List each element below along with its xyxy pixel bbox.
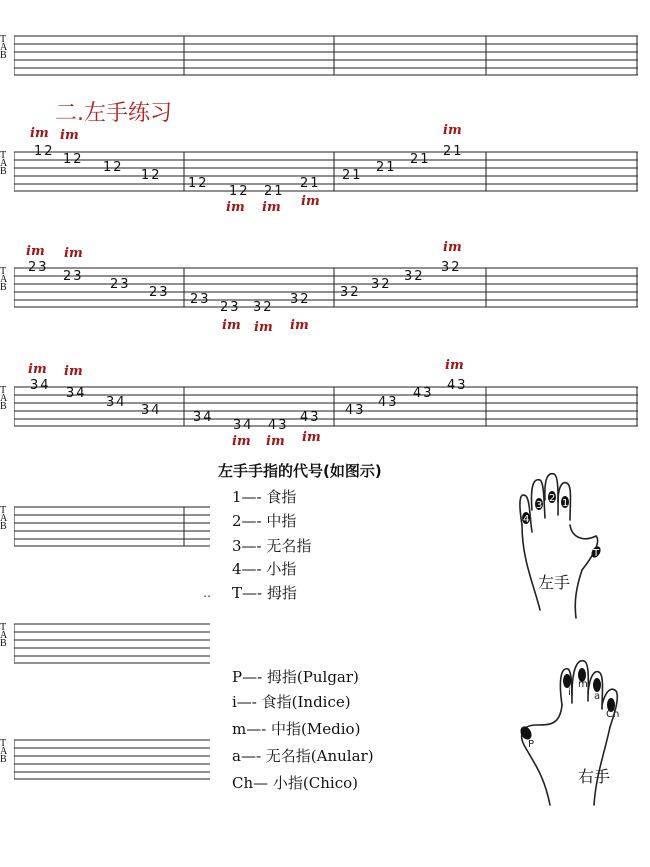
finger-mark: T	[593, 548, 600, 559]
tab-note: 12	[188, 176, 209, 191]
tab-note: 34	[106, 395, 127, 410]
tab-letter-a: A	[0, 630, 8, 641]
tab-letter-t: T	[0, 266, 7, 277]
tab-note: 21	[300, 176, 321, 191]
fingering-label: im	[28, 362, 47, 377]
tab-letter-t: T	[0, 738, 7, 749]
fingering-label: im	[60, 128, 79, 143]
tab-clef	[0, 740, 14, 764]
tab-letter-b: B	[0, 50, 7, 61]
tab-note: 12	[103, 160, 124, 175]
tab-note: 34	[141, 403, 162, 418]
tab-note: 12	[229, 184, 250, 199]
fingering-label: im	[443, 240, 462, 255]
staff-lines	[14, 622, 210, 664]
left-hand-illustration	[510, 470, 610, 622]
staff-lines	[14, 266, 638, 308]
tab-note: 34	[193, 410, 214, 425]
tab-note: 23	[63, 269, 84, 284]
tab-note: 23	[110, 277, 131, 292]
tab-letter-b: B	[0, 282, 7, 293]
tab-note: 12	[141, 168, 162, 183]
legend-row: 4—- 小指	[232, 560, 297, 578]
tab-note: 21	[443, 144, 464, 159]
fingering-label: im	[222, 318, 241, 333]
tab-staff-top	[0, 34, 638, 76]
tab-letter-a: A	[0, 393, 8, 404]
tab-letter-t: T	[0, 385, 7, 396]
right-hand-illustration	[510, 655, 630, 815]
tab-note: 21	[342, 168, 363, 183]
tab-note: 32	[340, 285, 361, 300]
tab-note: 43	[447, 378, 468, 393]
tab-note: 32	[371, 277, 392, 292]
tab-letter-b: B	[0, 638, 7, 649]
tab-note: 34	[30, 378, 51, 393]
left-hand-label: 左手	[538, 573, 571, 592]
tab-staff-exercise-2	[0, 266, 638, 308]
fingering-label: im	[302, 430, 321, 445]
tab-note: 43	[413, 386, 434, 401]
tab-letter-b: B	[0, 401, 7, 412]
tab-note: 34	[233, 418, 254, 433]
fingering-label: im	[64, 246, 83, 261]
fingering-label: im	[445, 358, 464, 373]
left-hand-legend-title: 左手手指的代号(如图示)	[218, 462, 382, 480]
fingering-label: im	[443, 123, 462, 138]
tab-clef	[0, 624, 14, 648]
finger-mark: 2	[549, 493, 556, 504]
finger-mark: 1	[562, 498, 569, 509]
legend-row: m—- 中指(Medio)	[232, 720, 361, 738]
tab-note: 23	[28, 260, 49, 275]
legend-row: i—- 食指(Indice)	[232, 693, 351, 711]
tab-clef	[0, 387, 14, 411]
stray-dots: ‥	[203, 586, 212, 600]
finger-mark: 4	[523, 514, 530, 525]
finger-mark: 3	[536, 500, 543, 511]
tab-clef	[0, 507, 14, 531]
tab-note: 32	[441, 260, 462, 275]
tab-note: 32	[290, 292, 311, 307]
tab-note: 32	[253, 300, 274, 315]
tab-note: 32	[404, 269, 425, 284]
fingering-label: im	[254, 320, 273, 335]
tab-note: 43	[378, 395, 399, 410]
tab-letter-a: A	[0, 158, 8, 169]
tab-letter-b: B	[0, 166, 7, 177]
tab-letter-b: B	[0, 521, 7, 532]
tab-letter-a: A	[0, 513, 8, 524]
tab-letter-t: T	[0, 622, 7, 633]
tab-letter-a: A	[0, 42, 8, 53]
tab-letter-t: T	[0, 505, 7, 516]
staff-lines	[14, 505, 210, 547]
finger-mark: a	[594, 691, 601, 702]
legend-row: 3—- 无名指	[232, 537, 312, 555]
tab-letter-b: B	[0, 754, 7, 765]
section-heading: 二.左手练习	[55, 101, 172, 126]
fingering-label: im	[232, 434, 251, 449]
tab-note: 23	[149, 285, 170, 300]
tab-note: 43	[300, 410, 321, 425]
tab-note: 21	[376, 160, 397, 175]
staff-lines	[14, 738, 210, 780]
tab-note: 12	[34, 144, 55, 159]
tab-letter-a: A	[0, 274, 8, 285]
tab-note: 21	[410, 152, 431, 167]
fingering-label: im	[226, 200, 245, 215]
tab-staff-blank-1	[0, 505, 210, 547]
tab-clef	[0, 36, 14, 60]
finger-mark: Ch	[606, 709, 620, 720]
legend-row: T—- 拇指	[232, 584, 297, 602]
tab-staff-blank-3	[0, 738, 210, 780]
legend-row: 1—- 食指	[232, 488, 297, 506]
fingering-label: im	[64, 364, 83, 379]
tab-note: 21	[264, 184, 285, 199]
fingering-label: im	[301, 194, 320, 209]
finger-mark: m	[578, 679, 588, 690]
tab-letter-a: A	[0, 746, 8, 757]
tab-note: 23	[190, 292, 211, 307]
finger-mark: i	[568, 687, 571, 698]
tab-clef	[0, 152, 14, 176]
tab-note: 34	[66, 386, 87, 401]
tab-letter-t: T	[0, 34, 7, 45]
right-hand-label: 右手	[578, 767, 611, 786]
tab-note: 23	[220, 300, 241, 315]
tab-note: 12	[63, 152, 84, 167]
legend-row: P—- 拇指(Pulgar)	[232, 668, 359, 686]
tab-clef	[0, 268, 14, 292]
tab-note: 43	[345, 403, 366, 418]
fingering-label: im	[290, 318, 309, 333]
fingering-label: im	[262, 200, 281, 215]
tab-letter-t: T	[0, 150, 7, 161]
staff-lines	[14, 34, 638, 76]
fingering-label: im	[266, 434, 285, 449]
tab-note: 43	[268, 418, 289, 433]
legend-row: 2—- 中指	[232, 512, 297, 530]
tab-staff-blank-2	[0, 622, 210, 664]
fingering-label: im	[30, 126, 49, 141]
legend-row: Ch— 小指(Chico)	[232, 774, 358, 792]
legend-row: a—- 无名指(Anular)	[232, 747, 374, 765]
fingering-label: im	[26, 244, 45, 259]
finger-mark: P	[528, 739, 535, 750]
